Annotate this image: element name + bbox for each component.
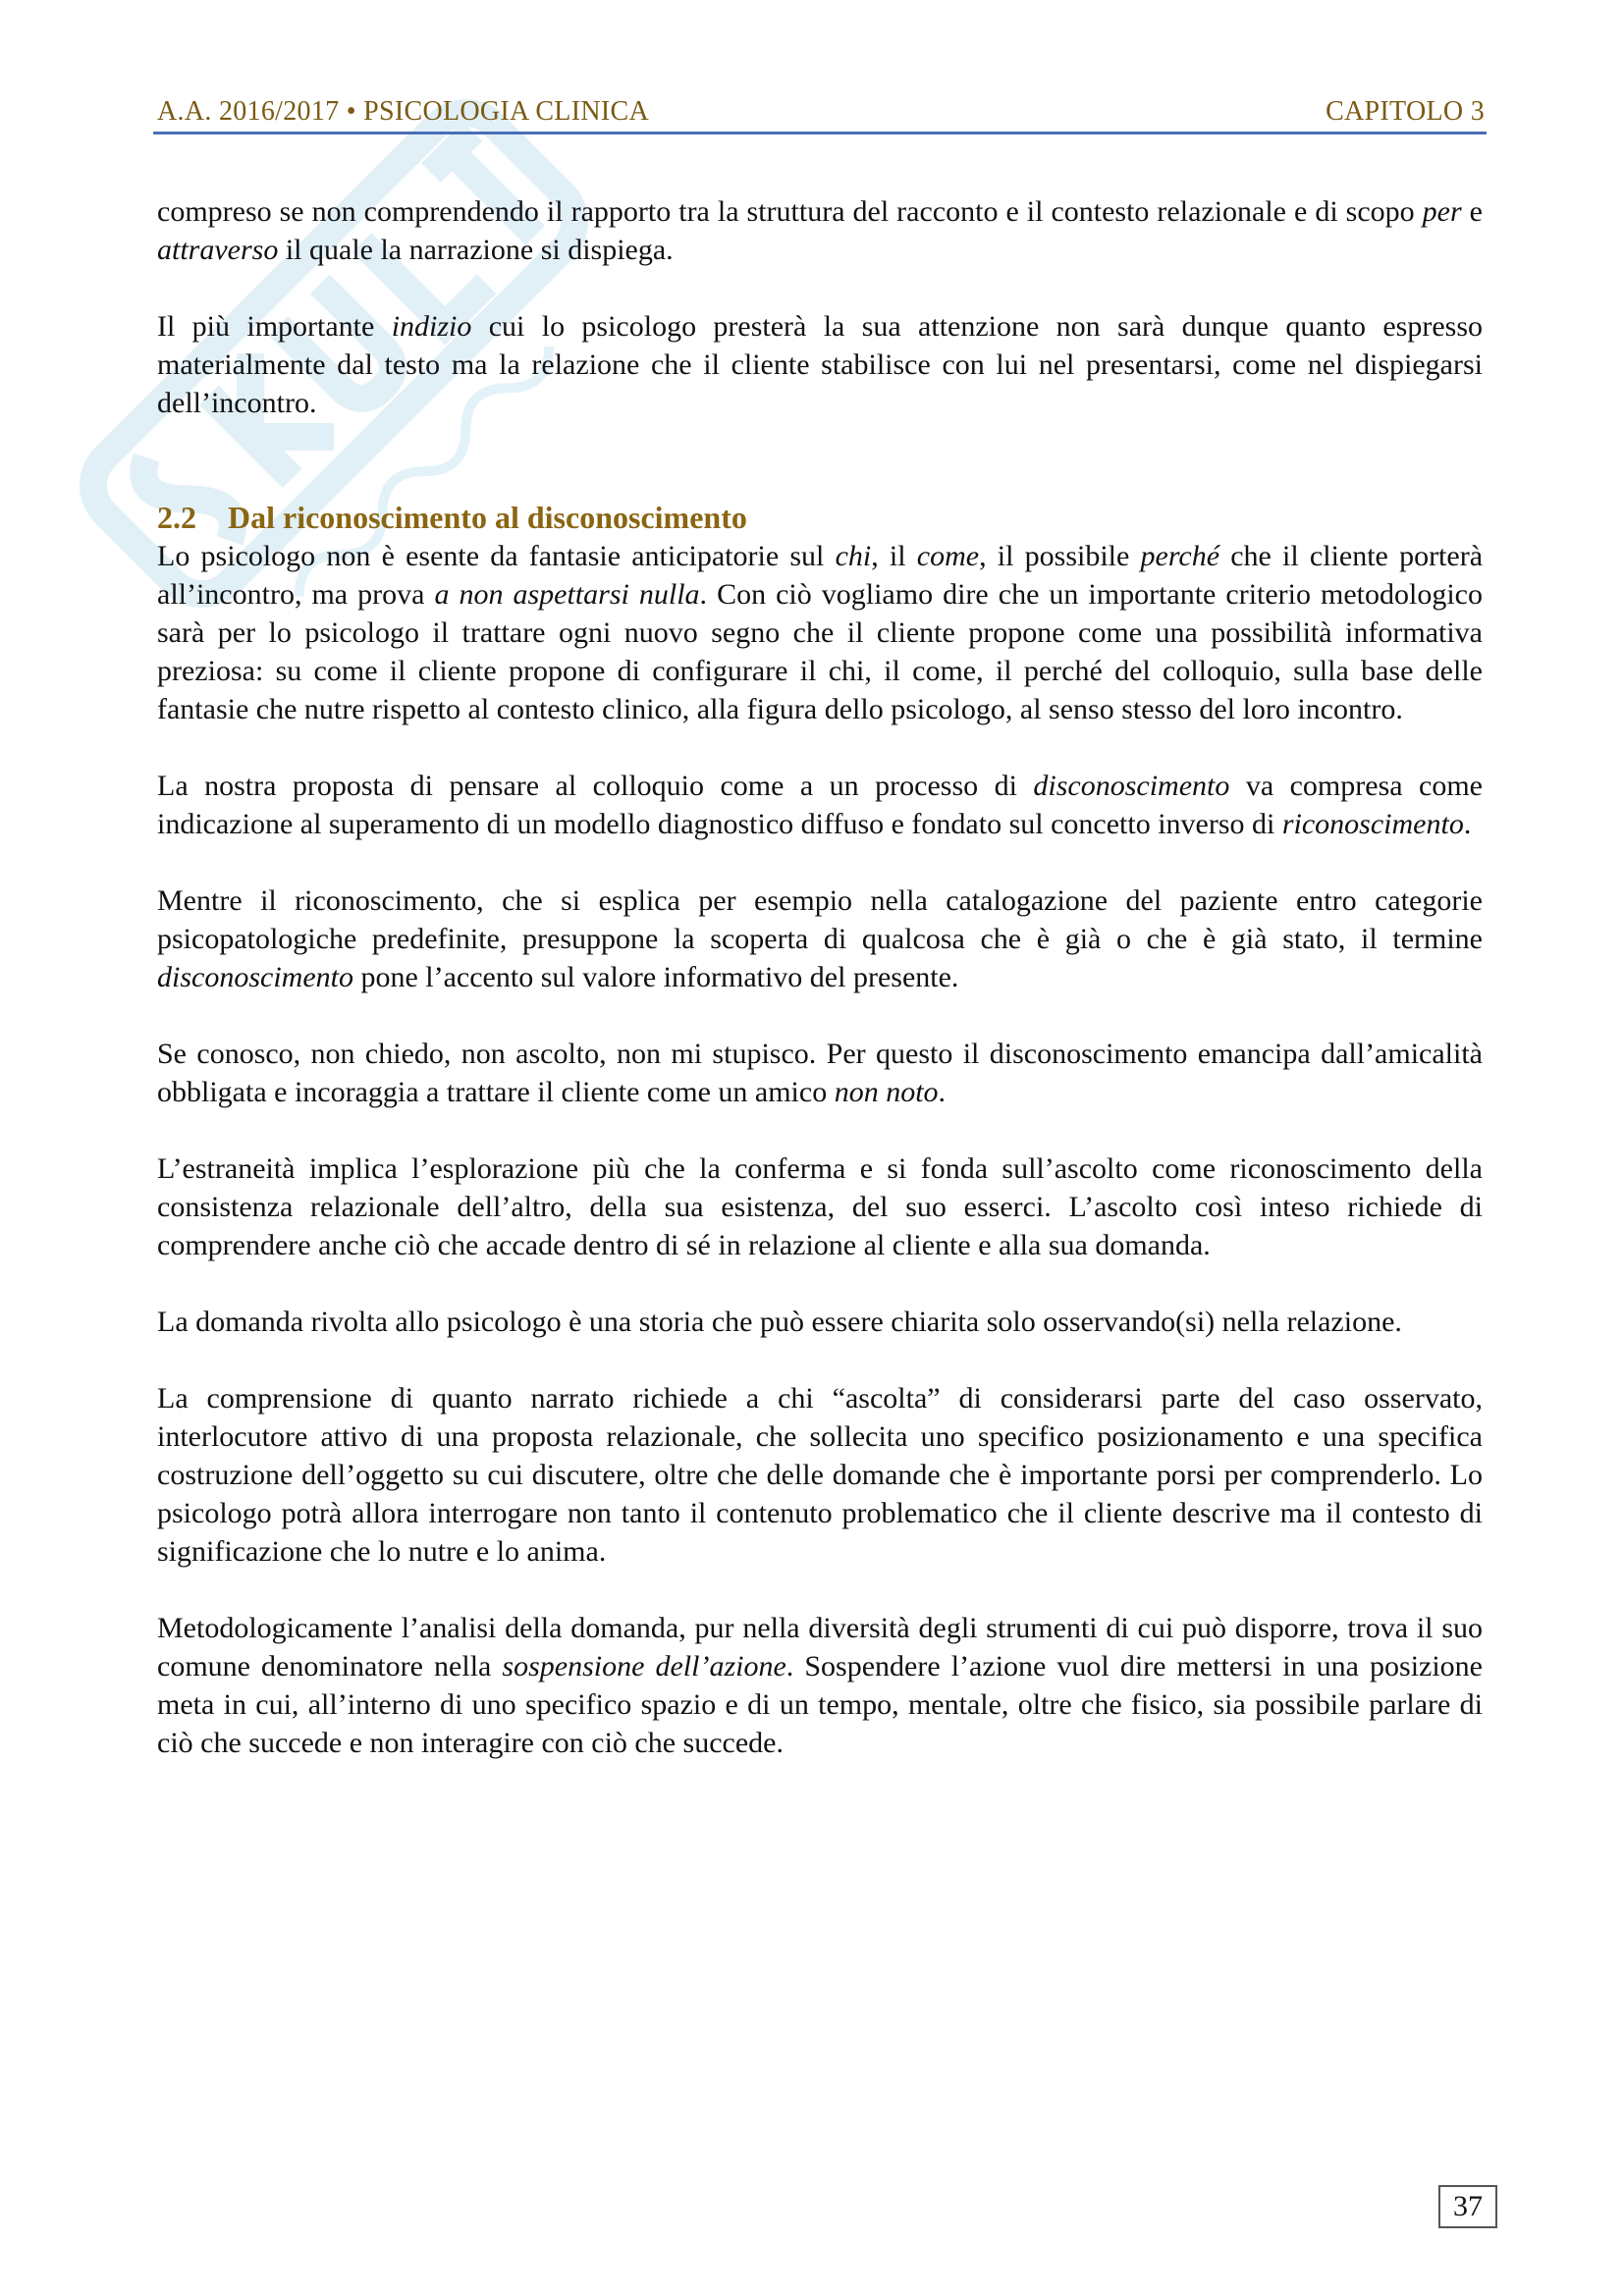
section-number: 2.2 — [157, 500, 196, 535]
italic-text: disconoscimento — [157, 961, 353, 993]
header-rule — [153, 132, 1487, 134]
paragraph — [157, 1379, 1483, 1571]
text-run: L’estraneità implica l’esplorazione più che la conferma e si fonda sull’ascolto come riconoscimento della consistenza relazionale dell’altro, della sua esistenza, del suo esserci. L’ascolto così inteso richiede di comprendere anche ciò che accade dentro di sé in relazione al cliente e alla sua domanda. — [157, 1152, 1483, 1261]
header-course: A.A. 2016/2017 • PSICOLOGIA CLINICA — [157, 96, 649, 127]
paragraph — [157, 767, 1483, 843]
paragraph — [157, 1609, 1483, 1762]
paragraph — [157, 1149, 1483, 1264]
text-run: va compresa come indicazione al superamento di un modello diagnostico diffuso e fondato sul concetto inverso di — [157, 770, 1483, 840]
paragraph — [157, 1035, 1483, 1111]
text-run: Mentre il riconoscimento, che si esplica per esempio nella catalogazione del paziente entro categorie psicopatologiche predefinite, presuppone la scoperta di qualcosa che è già o che è già stato, il termine — [157, 884, 1483, 955]
italic-text: per — [1422, 195, 1462, 228]
text-run: cui lo psicologo presterà la sua attenzione non sarà dunque quanto espresso materialmente dal testo ma la relazione che il cliente stabilisce con lui nel presentarsi, come nel dispiegarsi dell’incontro. — [157, 310, 1483, 419]
text-run: La nostra proposta di pensare al colloquio come a un processo di — [157, 770, 1034, 802]
text-run: Se conosco, non chiedo, non ascolto, non mi stupisco. Per questo il disconoscimento emancipa dall’amicalità obbligata e incoraggia a trattare il cliente come un amico — [157, 1038, 1483, 1108]
text-run: . — [938, 1076, 947, 1108]
text-run: pone l’accento sul valore informativo del presente. — [352, 961, 959, 993]
italic-text: attraverso — [157, 234, 279, 266]
text-run: . Sospendere l’azione vuol dire mettersi in una posizione meta in cui, all’interno di uno specifico spazio e di un tempo, mentale, oltre che fisico, sia possibile parlare di ciò che succede e non interagire con ciò che succede. — [157, 1650, 1483, 1759]
text-run: che il cliente porterà all’incontro, ma prova — [157, 540, 1484, 611]
intro-paragraphs — [157, 192, 1483, 422]
italic-text: perché — [1140, 540, 1220, 572]
italic-text: disconoscimento — [1033, 770, 1230, 802]
italic-text: come — [916, 540, 980, 572]
paragraph — [157, 537, 1483, 728]
text-run: Il più importante — [157, 310, 392, 343]
paragraph — [157, 192, 1483, 269]
text-run: , il possibile — [979, 540, 1141, 572]
paragraph — [157, 881, 1483, 996]
text-run: , il — [871, 540, 917, 572]
text-run: . Con ciò vogliamo dire che un importante criterio metodologico sarà per lo psicologo il trattare ogni nuovo segno che il cliente propone come una possibilità informativa preziosa: su come il cliente propone di configurare il chi, il come, il perché del colloquio, sulla base delle fantasie che nutre rispetto al contesto clinico, alla figura dello psicologo, al senso stesso del loro incontro. — [157, 578, 1483, 725]
text-run: compreso se non comprendendo il rapporto tra la struttura del racconto e il contesto relazionale e di scopo — [157, 195, 1423, 228]
text-run: Metodologicamente l’analisi della domanda, pur nella diversità degli strumenti di cui può disporre, trova il suo comune denominatore nella — [157, 1612, 1483, 1682]
paragraph — [157, 307, 1483, 422]
text-run: La comprensione di quanto narrato richiede a chi “ascolta” di considerarsi parte del caso osservato, interlocutore attivo di una proposta relazionale, che sollecita uno specifico posizionamento e una specifica costruzione dell’oggetto su cui discutere, oltre che delle domande che è importante porsi per comprenderlo. Lo psicologo potrà allora interrogare non tanto il contenuto problematico che il cliente descrive ma il contesto di significazione che lo nutre e lo anima. — [157, 1382, 1483, 1568]
italic-text: non noto — [834, 1076, 939, 1108]
text-run: Lo psicologo non è esente da fantasie anticipatorie sul — [157, 540, 836, 572]
section-heading — [157, 499, 1483, 537]
section-title: Dal riconoscimento al disconoscimento — [228, 500, 747, 535]
text-run: La domanda rivolta allo psicologo è una storia che può essere chiarita solo osservando(si) nella relazione. — [157, 1306, 1402, 1338]
italic-text: riconoscimento — [1281, 808, 1464, 840]
text-run: il quale la narrazione si dispiega. — [278, 234, 674, 266]
italic-text: chi — [835, 540, 872, 572]
italic-text: indizio — [391, 310, 472, 343]
italic-text: a non aspettarsi nulla — [434, 578, 700, 611]
text-run: . — [1463, 808, 1472, 840]
page-body — [157, 192, 1483, 1800]
text-run: e — [1461, 195, 1483, 228]
page-number: 37 — [1438, 2185, 1497, 2228]
paragraph — [157, 1303, 1483, 1341]
section-paragraphs — [157, 537, 1483, 1762]
header-chapter: CAPITOLO 3 — [1326, 96, 1485, 127]
italic-text: sospensione dell’azione — [502, 1650, 786, 1682]
page-header — [157, 96, 1485, 135]
